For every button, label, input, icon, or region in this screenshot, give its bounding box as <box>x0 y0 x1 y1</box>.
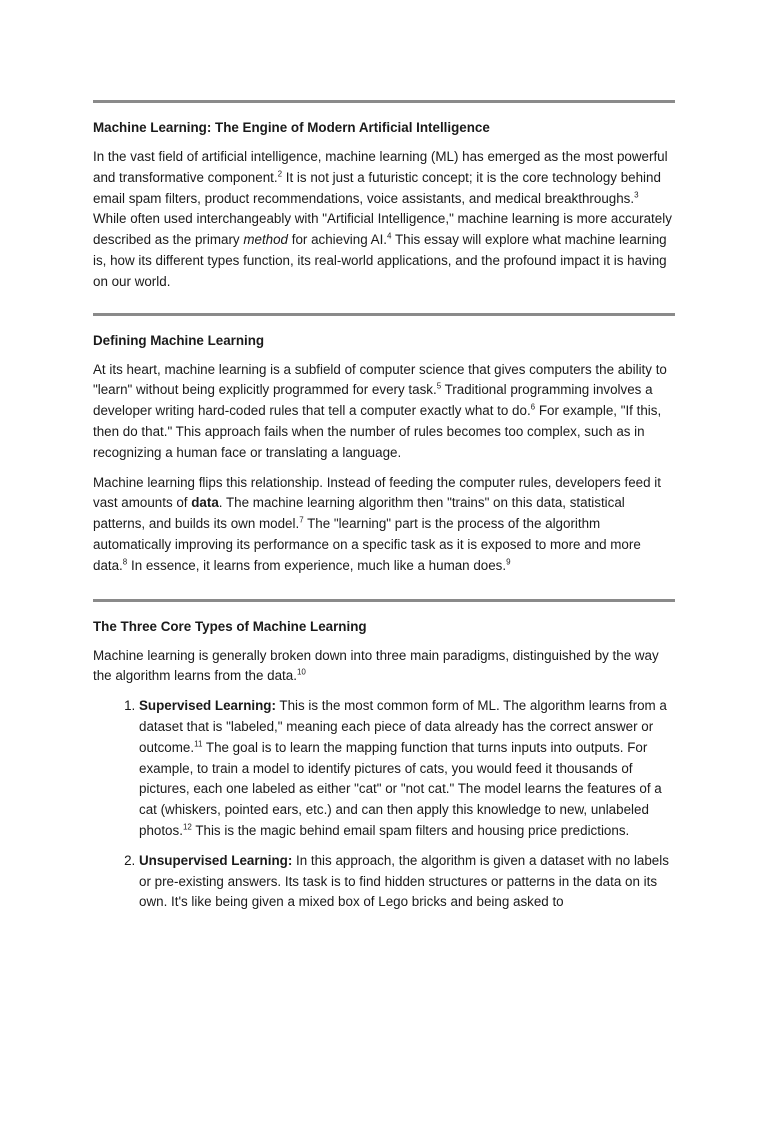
footnote-ref[interactable]: 8 <box>122 557 128 567</box>
section-divider <box>93 100 675 103</box>
footnote-ref[interactable]: 11 <box>194 739 203 749</box>
intro-paragraph: In the vast field of artificial intelligence, machine learning (ML) has emerged as the most powerful and transformative component.$^2$ It is not just a futuristic concept; it is the core technology behind email spam filters, product recommendations, voice assistants, and medical breakthroughs.$^3$ While often used interchangeably with "Artificial Intelligence," machine learning is more accurately described as the primary method for achieving AI.$^4$ This essay will explore what machine learning is, how its different types function, its real-world applications, and the profound impact it is having on our world. <box>93 149 672 289</box>
footnote-ref[interactable]: 10 <box>296 667 306 677</box>
footnote-ref[interactable]: 12 <box>182 822 192 832</box>
section-heading-defining: Defining Machine Learning <box>93 332 265 348</box>
types-paragraph: Machine learning is generally broken down into three main paradigms, distinguished by the way the algorithm learns from the data.$^{10}$ <box>93 647 659 684</box>
footnote-ref[interactable]: 5 <box>436 381 442 391</box>
section-heading-types: The Three Core Types of Machine Learning <box>93 618 367 634</box>
list-item-unsupervised: 2. Unsupervised Learning: In this approach, the algorithm is given a dataset with no labels or pre-existing answers. Its task is to find hidden structures or patterns in the data on its own. It's like being given a mixed box of Lego bricks and being asked to <box>139 851 675 913</box>
section-divider <box>93 313 675 316</box>
section-heading-intro: Machine Learning: The Engine of Modern Artificial Intelligence <box>93 120 490 135</box>
document-page <box>0 100 768 913</box>
footnote-ref[interactable]: 4 <box>387 231 392 241</box>
list-item-supervised: 1. Supervised Learning: This is the most common form of ML. The algorithm learns from a dataset that is "labeled," meaning each piece of data already has the correct answer or outcome.$^{11}$ The goal is to learn the mapping function that turns inputs into outputs. For example, to train a model to identify pictures of cats, you would feed it thousands of pictures, each one labeled as either "cat" or "not cat." The model learns the features of a cat (whiskers, pointed ears, etc.) and can then apply this knowledge to new, unlabeled photos.$^{12}$ This is the magic behind email spam filters and housing price predictions. <box>139 696 675 842</box>
footnote-ref[interactable]: 9 <box>506 557 511 567</box>
defining-paragraph-1: At its heart, machine learning is a subfield of computer science that gives computers the ability to "learn" without being explicitly programmed for every task.$^5$ Traditional programming involves a developer writing hard-coded rules that tell a computer exactly what to do.$^6$ For example, "If this, then do that." This approach fails when the number of rules becomes too complex, such as in recognizing a human face or translating a language. <box>93 361 667 460</box>
section-divider <box>93 599 675 602</box>
footnote-ref[interactable]: 3 <box>634 190 639 200</box>
footnote-ref[interactable]: 7 <box>299 515 304 525</box>
ml-types-list <box>93 696 675 913</box>
footnote-ref[interactable]: 2 <box>277 169 283 179</box>
defining-paragraph-2: Machine learning flips this relationship. Instead of feeding the computer rules, developers feed it vast amounts of data. The machine learning algorithm then "trains" on this data, statistical patterns, and builds its own model.$^7$ The "learning" part is the process of the algorithm automatically improving its performance on a specific task as it is exposed to more and more data.$^8$ In essence, it learns from experience, much like a human does.$^9$ <box>93 474 661 573</box>
footnote-ref[interactable]: 6 <box>530 402 536 412</box>
